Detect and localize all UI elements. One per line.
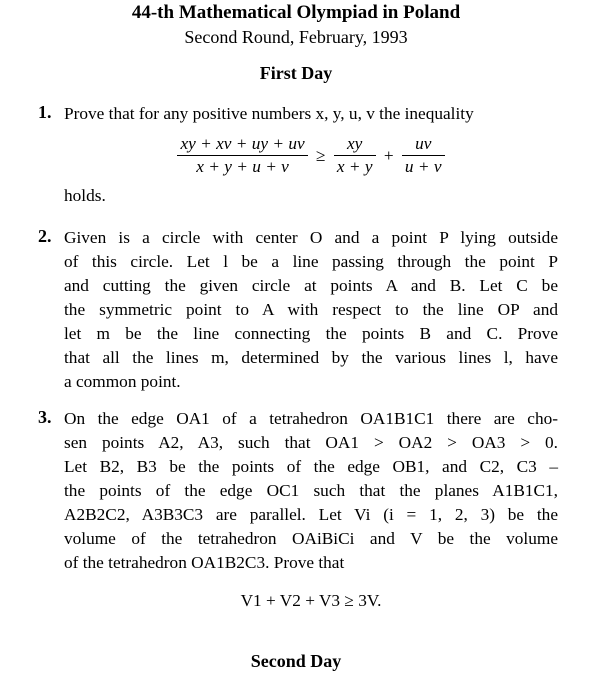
problem-line: let m be the line connecting the points B and C. Prove [64,324,558,343]
problem-line: holds. [64,186,106,205]
problem-line: volume of the tetrahedron OAiBiCi and V be the volume [64,529,558,548]
second-day-heading: Second Day [250,651,342,671]
volume-inequality: V1 + V2 + V3 ≥ 3V. [240,591,382,610]
problem-line: the symmetric point to A with respect to the line OP and [64,300,558,319]
problem-number: 1. [38,102,52,122]
fraction-1 [334,133,376,178]
problem-number: 3. [38,407,52,427]
fraction-1-numerator: xy [347,134,363,153]
inequality-formula [64,133,558,178]
relation-sign: ≥ [316,145,326,165]
problem-line: that all the lines m, determined by the various lines l, have [64,348,558,367]
problem-body [64,102,558,208]
problem-number: 2. [38,226,52,246]
first-day-heading: First Day [259,63,333,83]
lhs-denominator: x + y + u + v [177,155,307,178]
lhs-fraction [177,133,307,178]
problem-line: Prove that for any positive numbers x, y, u, v the inequality [64,104,474,123]
fraction-2-denominator: u + v [402,155,445,178]
problem-line: Given is a circle with center O and a point P lying outside [64,228,558,247]
problem-line: the points of the edge OC1 such that the planes A1B1C1, [64,481,558,500]
problem-line: and cutting the given circle at points A and B. Let C be [64,276,558,295]
problem-body [64,407,558,611]
problem-line: a common point. [64,372,181,391]
problem-line: On the edge OA1 of a tetrahedron OA1B1C1 there are cho- [64,409,558,428]
page-title: 44-th Mathematical Olympiad in Poland [131,2,461,23]
problem-line: of the tetrahedron OA1B2C3. Prove that [64,553,345,572]
plus-sign: + [383,145,394,165]
fraction-1-denominator: x + y [334,155,376,178]
fraction-2 [402,133,445,178]
problem-line: sen points A2, A3, such that OA1 > OA2 > OA3 > 0. [64,433,558,452]
problem-body [64,226,558,394]
page-subtitle: Second Round, February, 1993 [184,27,408,47]
fraction-2-numerator: uv [415,134,432,153]
lhs-numerator: xy + xv + uy + uv [180,134,305,153]
problem-line: Let B2, B3 be the points of the edge OB1, and C2, C3 – [64,457,558,476]
problem-line: A2B2C2, A3B3C3 are parallel. Let Vi (i = 1, 2, 3) be the [64,505,558,524]
problem-line: of this circle. Let l be a line passing through the point P [64,252,558,271]
